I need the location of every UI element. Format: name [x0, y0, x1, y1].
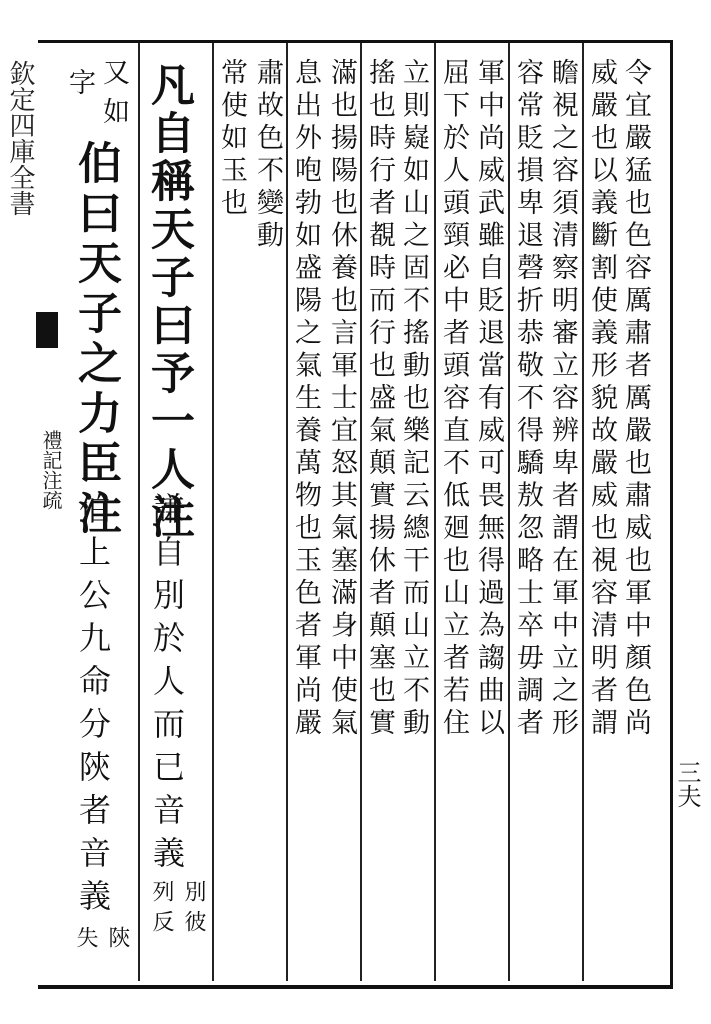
commentary-column: 威嚴也以義斷割使義形貌故嚴威也視容清明者謂	[586, 58, 617, 741]
commentary-column: 屈下於人頭頸必中者頭容直不低廻也山立者若住	[438, 58, 469, 741]
column-rule	[582, 43, 584, 981]
pronunciation-note: 別彼	[181, 880, 206, 940]
column-rule	[434, 43, 436, 981]
column-rule	[212, 43, 214, 981]
running-title: 欽定四庫全書	[5, 60, 35, 216]
annotation-note: 謙自別於人而已音義	[148, 492, 186, 879]
commentary-column: 瞻視之容須清察明審立容辨卑者謂在軍中立之形	[547, 58, 578, 741]
fishtail-mark	[36, 312, 58, 348]
classic-text-line: 凡自稱天子曰予一人注	[143, 62, 194, 542]
commentary-column: 搖也時行者覩時而行也盛氣顛實揚休者顛塞也實	[364, 58, 395, 741]
commentary-column: 肅故色不變動	[252, 58, 283, 253]
commentary-column: 常使如玉也	[216, 58, 247, 221]
column-rule	[508, 43, 510, 981]
commentary-column: 息出外咆勃如盛陽之氣生養萬物也玉色者軍尚嚴	[290, 58, 321, 741]
pronunciation-note: 陝	[105, 926, 130, 952]
commentary-column: 令宜嚴猛也色容厲肅者厲嚴也肅威也軍中顏色尚	[620, 58, 651, 741]
column-rule	[138, 43, 140, 981]
book-title: 禮記注疏	[39, 430, 63, 510]
column-rule	[286, 43, 288, 981]
pronunciation-note: 列反	[149, 880, 174, 940]
annotation-note: 伯上公九命分陝者音義	[74, 492, 112, 922]
page-number: 三夫	[673, 760, 701, 808]
commentary-column: 軍中尚威武雖自貶退當有威可畏無得過為謅曲以	[473, 58, 504, 741]
pronunciation-note: 失	[73, 926, 98, 952]
column-rule	[360, 43, 362, 981]
commentary-column: 滿也揚陽也休養也言軍士宜怒其氣塞滿身中使氣	[326, 58, 357, 741]
pronunciation-note: 字	[64, 68, 95, 101]
pronunciation-note: 又如	[98, 58, 129, 136]
commentary-column: 容常貶損卑退磬折恭敬不得驕敖忽略士卒毋調者	[512, 58, 543, 741]
classic-text-line: 伯曰天子之力臣注	[70, 140, 121, 540]
commentary-column: 立則嶷如山之固不搖動也樂記云總干而山立不動	[398, 58, 429, 741]
